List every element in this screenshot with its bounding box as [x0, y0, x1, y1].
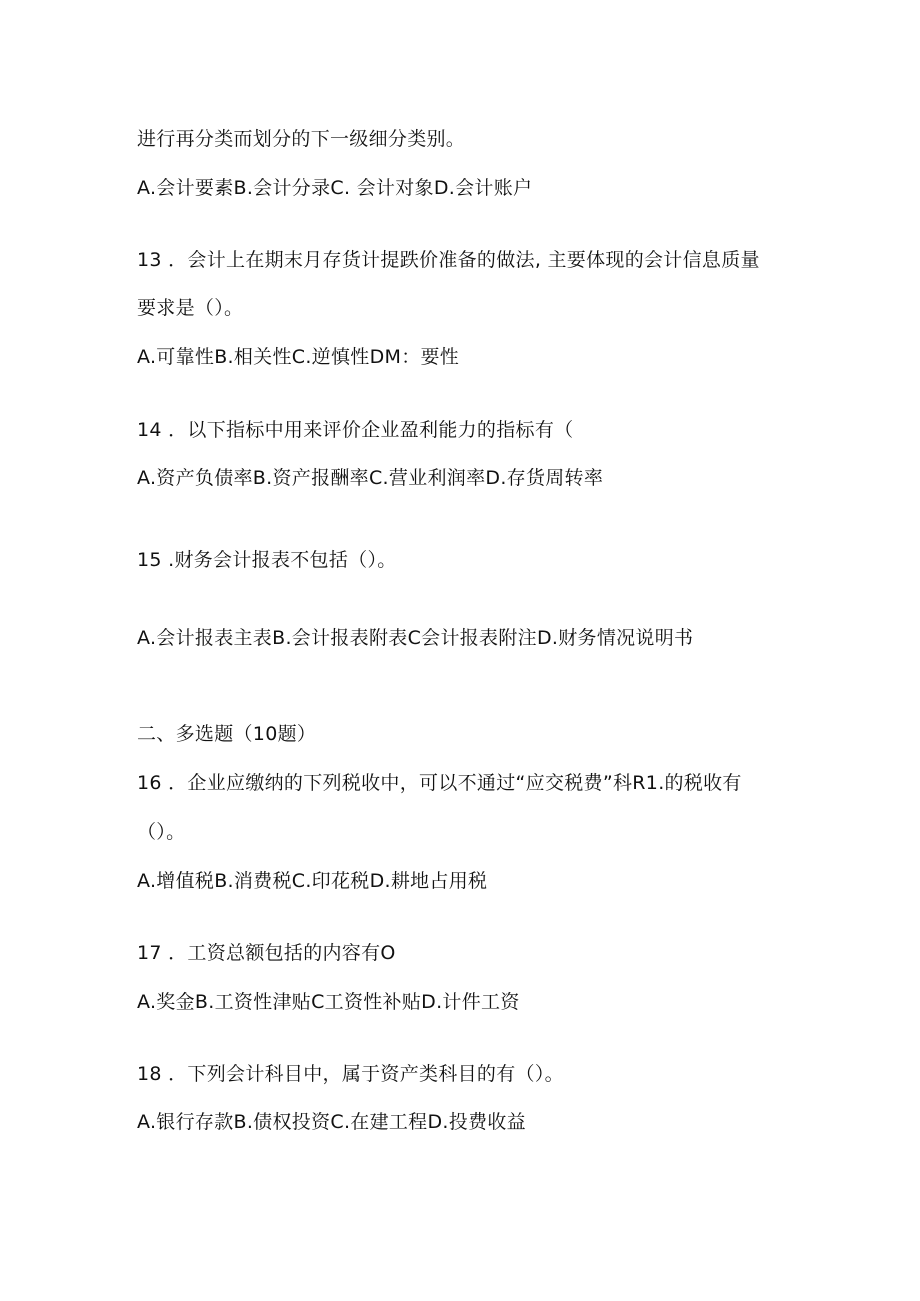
options-q18: A.银行存款B.债权投资C.在建工程D.投费收益	[137, 1111, 526, 1133]
question-13-continued: 要求是（）。	[137, 297, 244, 319]
question-18: 18 ．下列会计科目中，属于资产类科目的有（）。	[137, 1063, 564, 1085]
options-q17: A.奖金B.工资性津贴C工资性补贴D.计件工资	[137, 991, 520, 1013]
options-q15: A.会计报表主表B.会计报表附表C会计报表附注D.财务情况说明书	[137, 627, 694, 649]
question-13: 13 ．会计上在期末月存货计提跌价准备的做法, 主要体现的会计信息质量	[137, 249, 760, 271]
text-line-continuation: 进行再分类而划分的下一级细分类别。	[137, 128, 466, 150]
question-15: 15 .财务会计报表不包括（）。	[137, 549, 397, 571]
options-q14: A.资产负债率B.资产报酬率C.营业利润率D.存货周转率	[137, 467, 604, 489]
options-q13: A.可靠性B.相关性C.逆慎性DM：要性	[137, 346, 460, 368]
section-heading: 二、多选题（10题）	[137, 723, 317, 745]
question-14: 14 ．以下指标中用来评价企业盈利能力的指标有（	[137, 419, 574, 441]
question-16-continued: （）。	[137, 821, 186, 843]
question-16: 16 ．企业应缴纳的下列税收中，可以不通过“应交税费”科R1.的税收有	[137, 772, 742, 794]
question-17: 17 ．工资总额包括的内容有O	[137, 942, 396, 964]
options-q16: A.增值税B.消费税C.印花税D.耕地占用税	[137, 870, 488, 892]
options-q12: A.会计要素B.会计分录C. 会计对象D.会计账户	[137, 177, 533, 199]
